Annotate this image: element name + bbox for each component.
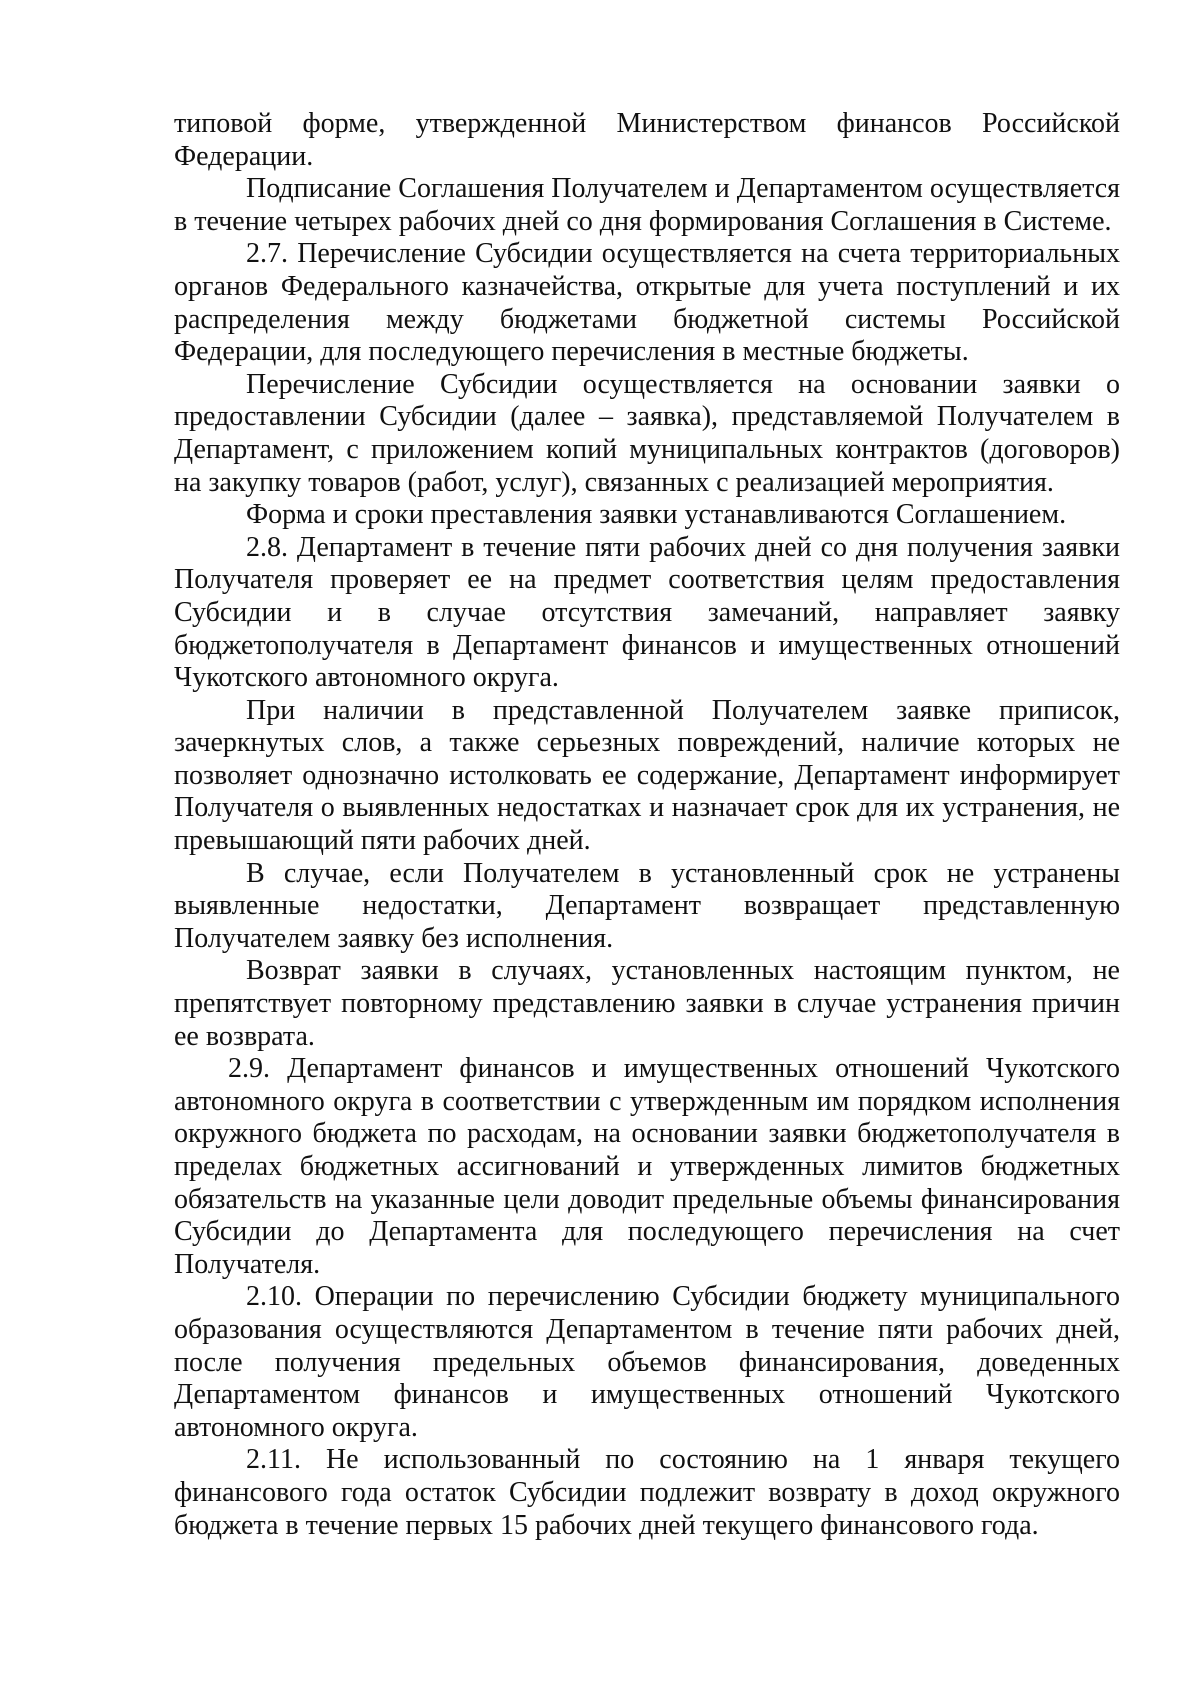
paragraph-return-unfixed: В случае, если Получателем в установленный срок не устранены выявленные недостатки, Департамент возвращает представленную Получателем заявку без исполнения. [174,857,1120,954]
paragraph-resubmission: Возврат заявки в случаях, установленных настоящим пунктом, не препятствует повторному представлению заявки в случае устранения причин ее возврата. [174,955,1120,1052]
paragraph-2-11: 2.11. Не использованный по состоянию на 1 января текущего финансового года остаток Субсидии подлежит возврату в доход окружного бюджета в течение первых 15 рабочих дней текущего финансового года. [174,1444,1120,1541]
document-page [174,108,1120,1542]
paragraph-application-form: Форма и сроки преставления заявки устанавливаются Соглашением. [246,499,1067,531]
paragraph-2-8: 2.8. Департамент в течение пяти рабочих дней со дня получения заявки Получателя проверяет ее на предмет соответствия целям предоставления Субсидии и в случае отсутствия замечаний, направляет заявку бюджетополучателя в Департамент финансов и имущественных отношений Чукотского автономного округа. [174,531,1120,694]
paragraph-form-continuation: типовой форме, утвержденной Министерством финансов Российской Федерации. [174,108,1120,172]
paragraph-2-10: 2.10. Операции по перечислению Субсидии бюджету муниципального образования осуществляются Департаментом в течение пяти рабочих дней, после получения предельных объемов финансирования, доведенных Департаментом финансов и имущественных отношений Чукотского автономного округа. [174,1281,1120,1443]
paragraph-defects: При наличии в представленной Получателем заявке приписок, зачеркнутых слов, а также серьезных повреждений, наличие которых не позволяет однозначно истолковать ее содержание, Департамент информирует Получателя о выявленных недостатках и назначает срок для их устранения, не превышающий пяти рабочих дней. [174,694,1120,857]
paragraph-agreement-signing: Подписание Соглашения Получателем и Департаментом осуществляется в течение четырех рабочих дней со дня формирования Соглашения в Системе. [174,173,1120,237]
paragraph-2-7: 2.7. Перечисление Субсидии осуществляется на счета территориальных органов Федерального казначейства, открытые для учета поступлений и их распределения между бюджетами бюджетной системы Российской Федерации, для последующего перечисления в местные бюджеты. [174,238,1120,368]
paragraph-transfer-basis: Перечисление Субсидии осуществляется на основании заявки о предоставлении Субсидии (далее – заявка), представляемой Получателем в Департамент, с приложением копий муниципальных контрактов (договоров) на закупку товаров (работ, услуг), связанных с реализацией мероприятия. [174,368,1120,498]
paragraph-2-9: 2.9. Департамент финансов и имущественных отношений Чукотского автономного округа в соответствии с утвержденным им порядком исполнения окружного бюджета по расходам, на основании заявки бюджетополучателя в пределах бюджетных ассигнований и утвержденных лимитов бюджетных обязательств на указанные цели доводит предельные объемы финансирования Субсидии до Департамента для последующего перечисления на счет Получателя. [174,1053,1120,1280]
